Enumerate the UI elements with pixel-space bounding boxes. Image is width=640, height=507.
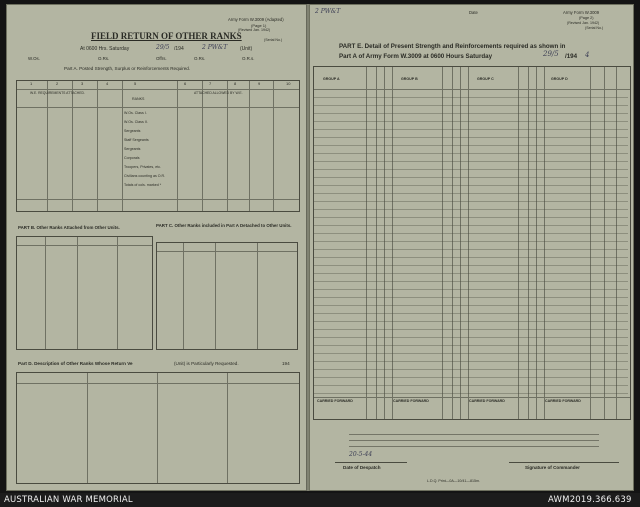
part-a-table	[16, 80, 300, 212]
officers-ors-3: O.R.s.	[242, 56, 255, 61]
carried-forward-a: CARRIED FORWARD	[317, 399, 353, 403]
right-form-ref-1: Army Form W.3009	[563, 10, 600, 15]
rank-row: Staff Sergeants	[124, 138, 149, 142]
signature-rule	[509, 462, 619, 463]
col-num-1: 1	[30, 81, 33, 86]
rank-row: W.Os. Class I.	[124, 111, 147, 115]
signature-of-commander: Signature of Commander	[525, 465, 580, 470]
left-handwritten-date: 29/5	[156, 44, 170, 51]
despatch-handwritten-date: 20-5-44	[349, 451, 373, 458]
left-serial-no: (Serial No.)	[264, 38, 283, 42]
part-d-year: 194	[282, 361, 290, 366]
officers-ors-2: O.Rs.	[194, 56, 206, 61]
part-c-title: PART C. Other Ranks included in Part A Detached to Other Units.	[156, 223, 292, 228]
part-b-table	[16, 236, 153, 350]
rank-row: Sergeants	[124, 129, 141, 133]
col-num-5: 5	[134, 81, 137, 86]
col-num-3: 3	[81, 81, 84, 86]
col-num-8: 8	[234, 81, 237, 86]
carried-forward-b: CARRIED FORWARD	[393, 399, 429, 403]
notes-rule	[349, 434, 599, 435]
caption-left: AUSTRALIAN WAR MEMORIAL	[4, 495, 133, 505]
part-e-title-1: PART E. Detail of Present Strength and Reinforcements required as shown in	[339, 43, 566, 50]
right-form-ref-4: (Serial No.)	[585, 26, 604, 30]
left-title: FIELD RETURN OF OTHER RANKS	[91, 31, 242, 41]
rank-row: Corporals	[124, 156, 140, 160]
part-e-handwritten-date: 29/5	[543, 50, 559, 58]
left-date-year: /194	[174, 46, 184, 52]
rank-row: Totals of cols. marked *	[124, 183, 162, 187]
left-form-ref-1: Army Form W.3009 (Adapted)	[228, 17, 284, 22]
rank-row: Troopers, Privates, etc.	[124, 165, 162, 169]
col-num-4: 4	[106, 81, 109, 86]
notes-rule	[349, 446, 599, 447]
print-reference: L.D.Q. Print—0A—10/41—815m.	[427, 479, 480, 483]
part-c-table	[156, 242, 298, 350]
officers-wos: W.Os.	[28, 56, 40, 61]
right-page	[309, 4, 634, 491]
left-date-line: At 0600 Hrs. Saturday	[80, 46, 130, 52]
col-num-2: 2	[56, 81, 59, 86]
carried-forward-d: CARRIED FORWARD	[545, 399, 581, 403]
part-d-table	[16, 372, 300, 484]
group-c-head: GROUP C	[477, 77, 494, 81]
group-a-head: GROUP A	[323, 77, 340, 81]
right-form-ref-2: (Page 2)	[579, 16, 594, 20]
col-head-left: W.E. REQUIREMENTS ATTACHED.	[30, 91, 85, 95]
right-handwritten-unit: 2 PW&T	[315, 8, 341, 15]
col-num-7: 7	[209, 81, 212, 86]
col-num-10: 10	[286, 81, 291, 86]
part-d-tail: (Unit) is Particularly Requested.	[174, 361, 239, 366]
date-of-despatch: Date of Despatch	[343, 465, 381, 470]
group-b-head: GROUP B	[401, 77, 418, 81]
part-e-year: /194	[565, 53, 578, 60]
officers-ors: O.Rs.	[98, 56, 110, 61]
despatch-rule	[335, 462, 407, 463]
rank-row: W.Os. Class II.	[124, 120, 148, 124]
notes-rule	[349, 440, 599, 441]
part-b-title: PART B. Other Ranks Attached from Other Units.	[18, 225, 120, 230]
part-e-rows	[314, 90, 628, 396]
carried-forward-c: CARRIED FORWARD	[469, 399, 505, 403]
right-date-label: Date	[469, 10, 478, 15]
ranks-head: RANKS	[132, 97, 145, 101]
caption-right: AWM2019.366.639	[548, 495, 632, 505]
rank-row: Civilians counting as O.R.	[124, 174, 166, 178]
col-head-right: ATTACHED ALLOWED BY W.E.	[194, 91, 243, 95]
part-e-handwritten-year: 4	[585, 51, 590, 59]
left-page	[6, 4, 307, 491]
rank-row: Sergeants	[124, 147, 141, 151]
group-d-head: GROUP D	[551, 77, 568, 81]
part-a-title: Part A. Posted Strength, Surplus or Reinforcements Required.	[64, 66, 191, 71]
part-e-title-2: Part A of Army Form W.3009 at 0600 Hours Saturday	[339, 53, 493, 60]
col-num-6: 6	[184, 81, 187, 86]
left-handwritten-unit: 2 PW&T	[202, 44, 228, 51]
col-num-9: 9	[258, 81, 261, 86]
officers-offrs: Offrs.	[156, 56, 167, 61]
left-form-ref-3: (Revised Jan. 1942)	[238, 28, 271, 32]
right-form-ref-3: (Revised Jan. 1942)	[567, 21, 600, 25]
part-d-title: Part D. Description of Other Ranks Whose Return Ve	[18, 361, 133, 366]
left-unit: (Unit)	[240, 46, 253, 52]
left-form-ref-2: (Page 1)	[251, 23, 267, 28]
